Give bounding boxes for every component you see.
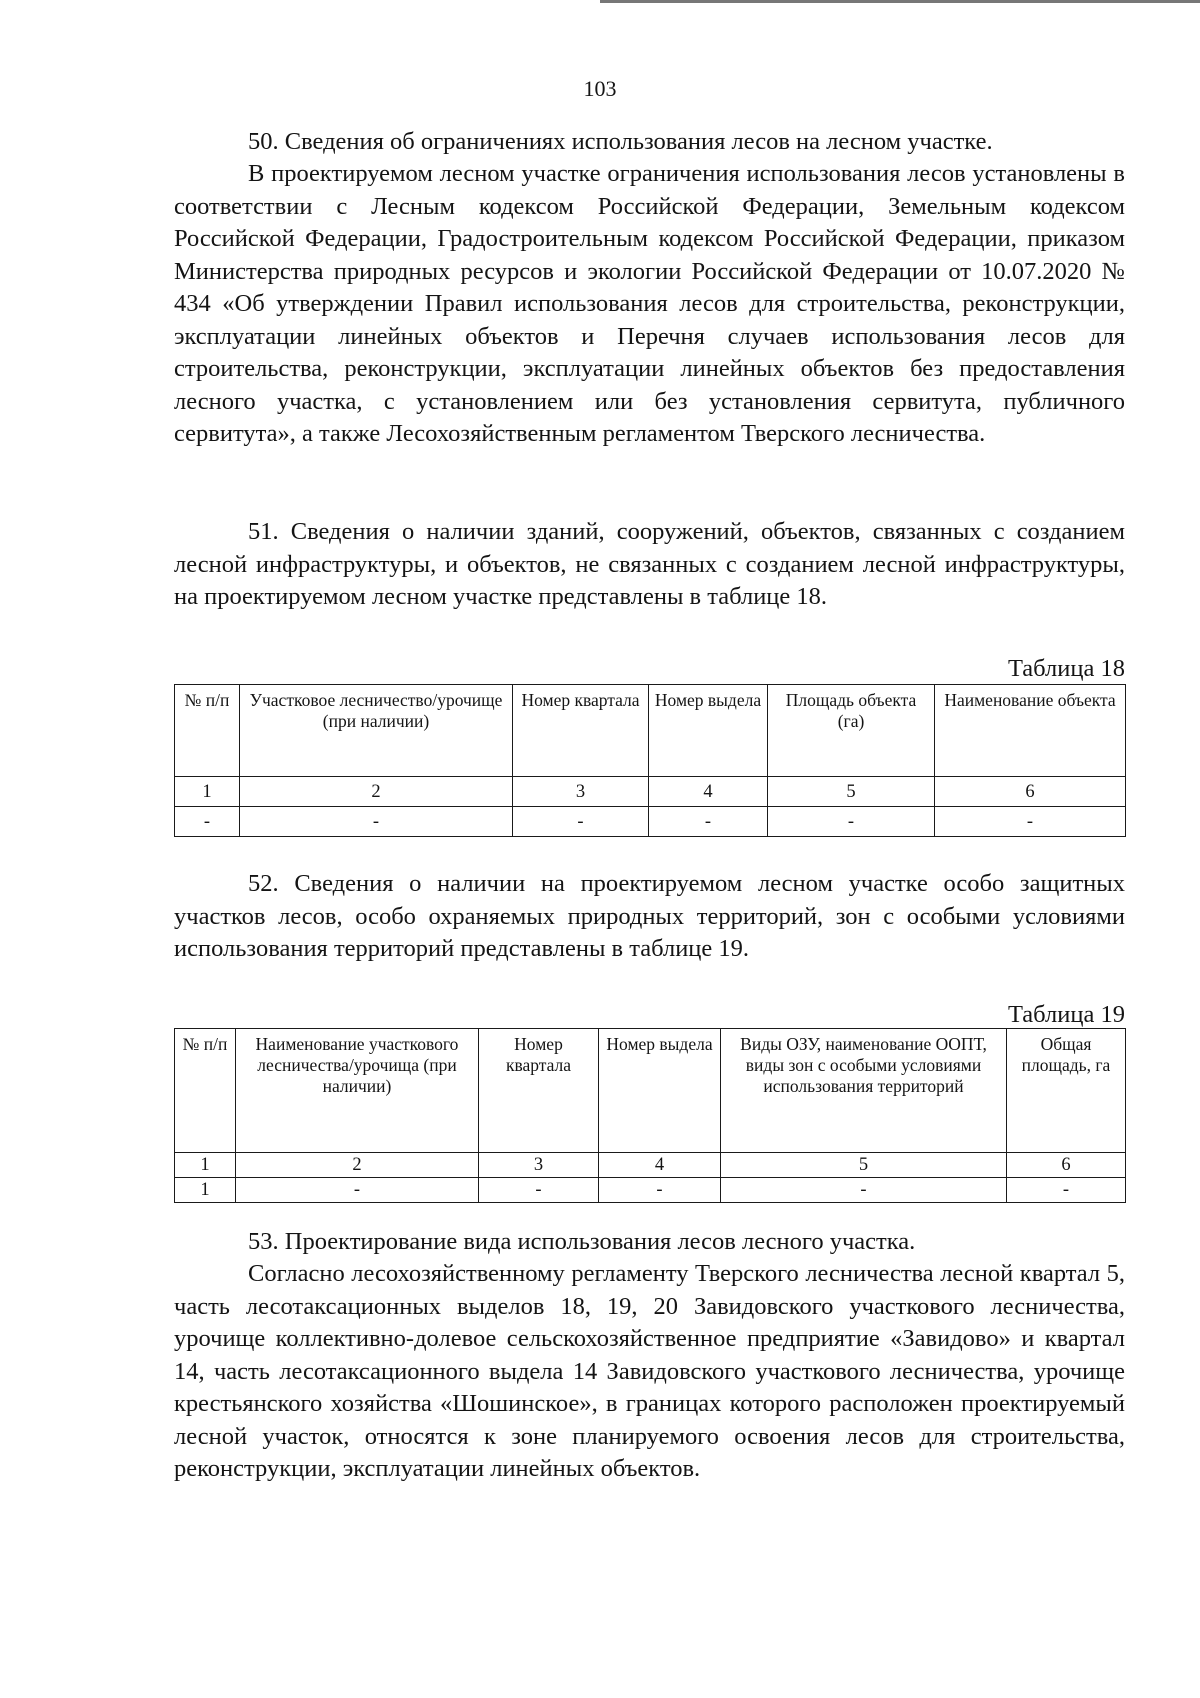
- table-19-header-cell: Наименование участкового лесничества/урочища (при наличии): [236, 1029, 479, 1153]
- table-18-header-cell: Номер квартала: [513, 685, 649, 777]
- table-18-caption: Таблица 18: [1007, 655, 1125, 682]
- table-18-cell: -: [649, 807, 768, 837]
- table-19-cell: -: [721, 1178, 1007, 1203]
- table-19-header-cell: Виды ОЗУ, наименование ООПТ, виды зон с особыми условиями использования территорий: [721, 1029, 1007, 1153]
- table-19-header-cell: № п/п: [175, 1029, 236, 1153]
- table-18-header-cell: № п/п: [175, 685, 240, 777]
- section-51-body: 51. Сведения о наличии зданий, сооружений, объектов, связанных с созданием лесной инфраструктуры, и объектов, не связанных с созданием лесной инфраструктуры, на проектируемом лесном участке представлены в таблице 18.: [174, 518, 1125, 610]
- section-53-heading: 53. Проектирование вида использования лесов лесного участка.: [248, 1228, 916, 1255]
- top-edge-line: [600, 0, 1200, 3]
- table-19-cell: -: [236, 1178, 479, 1203]
- section-52-body: 52. Сведения о наличии на проектируемом лесном участке особо защитных участков лесов, особо охраняемых природных территорий, зон с особыми условиями использования территорий представлены в таблице 19.: [174, 870, 1125, 962]
- table-18-number-cell: 5: [768, 777, 935, 807]
- table-row: [175, 1178, 1126, 1203]
- page-number: 103: [583, 76, 617, 101]
- table-19-number-cell: 3: [479, 1153, 599, 1178]
- section-50-heading: 50. Сведения об ограничениях использования лесов на лесном участке.: [248, 128, 993, 155]
- table-19-header-row: [175, 1029, 1126, 1153]
- table-18-number-cell: 3: [513, 777, 649, 807]
- table-18-cell: -: [768, 807, 935, 837]
- table-18-header-row: [175, 685, 1126, 777]
- table-18-header-cell: Наименование объекта: [935, 685, 1126, 777]
- table-18-number-cell: 2: [240, 777, 513, 807]
- table-18-header-cell: Участковое лесничество/урочище (при наличии): [240, 685, 513, 777]
- table-19-number-cell: 4: [599, 1153, 721, 1178]
- table-19-caption: Таблица 19: [1007, 1001, 1125, 1028]
- table-18-number-cell: 6: [935, 777, 1126, 807]
- table-19-number-cell: 5: [721, 1153, 1007, 1178]
- table-19-cell: -: [1007, 1178, 1126, 1203]
- section-50-body: В проектируемом лесном участке ограничения использования лесов установлены в соответствии с Лесным кодексом Российской Федерации, Земельным кодексом Российской Федерации, Градостроительным кодексом Российской Федерации, приказом Министерства природных ресурсов и экологии Российской Федерации от 10.07.2020 № 434 «Об утверждении Правил использования лесов для строительства, реконструкции, эксплуатации линейных объектов и Перечня случаев использования лесов для строительства, реконструкции, эксплуатации линейных объектов без предоставления лесного участка, с установлением или без установления сервитута, публичного сервитута», а также Лесохозяйственным регламентом Тверского лесничества.: [174, 160, 1125, 447]
- table-18-header-cell: Номер выдела: [649, 685, 768, 777]
- table-19-number-row: [175, 1153, 1126, 1178]
- table-18-number-cell: 1: [175, 777, 240, 807]
- table-19-header-cell: Номер выдела: [599, 1029, 721, 1153]
- table-18: [174, 684, 1126, 837]
- table-19-number-cell: 1: [175, 1153, 236, 1178]
- table-18-cell: -: [513, 807, 649, 837]
- table-19-header-cell: Общая площадь, га: [1007, 1029, 1126, 1153]
- table-18-number-row: [175, 777, 1126, 807]
- table-19-cell: -: [599, 1178, 721, 1203]
- table-18-cell: -: [935, 807, 1126, 837]
- table-19-number-cell: 2: [236, 1153, 479, 1178]
- table-18-cell: -: [175, 807, 240, 837]
- table-row: [175, 807, 1126, 837]
- table-18-header-cell: Площадь объекта (га): [768, 685, 935, 777]
- table-19-number-cell: 6: [1007, 1153, 1126, 1178]
- table-18-cell: -: [240, 807, 513, 837]
- table-19: [174, 1028, 1126, 1203]
- table-19-cell: -: [479, 1178, 599, 1203]
- section-53-body: Согласно лесохозяйственному регламенту Тверского лесничества лесной квартал 5, часть лесотаксационных выделов 18, 19, 20 Завидовского участкового лесничества, урочище коллективно-долевое сельскохозяйственное предприятие «Завидово» и квартал 14, часть лесотаксационного выдела 14 Завидовского участкового лесничества, урочище крестьянского хозяйства «Шошинское», в границах которого расположен проектируемый лесной участок, относятся к зоне планируемого освоения лесов для строительства, реконструкции, эксплуатации линейных объектов.: [174, 1260, 1125, 1482]
- table-19-header-cell: Номер квартала: [479, 1029, 599, 1153]
- table-18-number-cell: 4: [649, 777, 768, 807]
- table-19-cell: 1: [175, 1178, 236, 1203]
